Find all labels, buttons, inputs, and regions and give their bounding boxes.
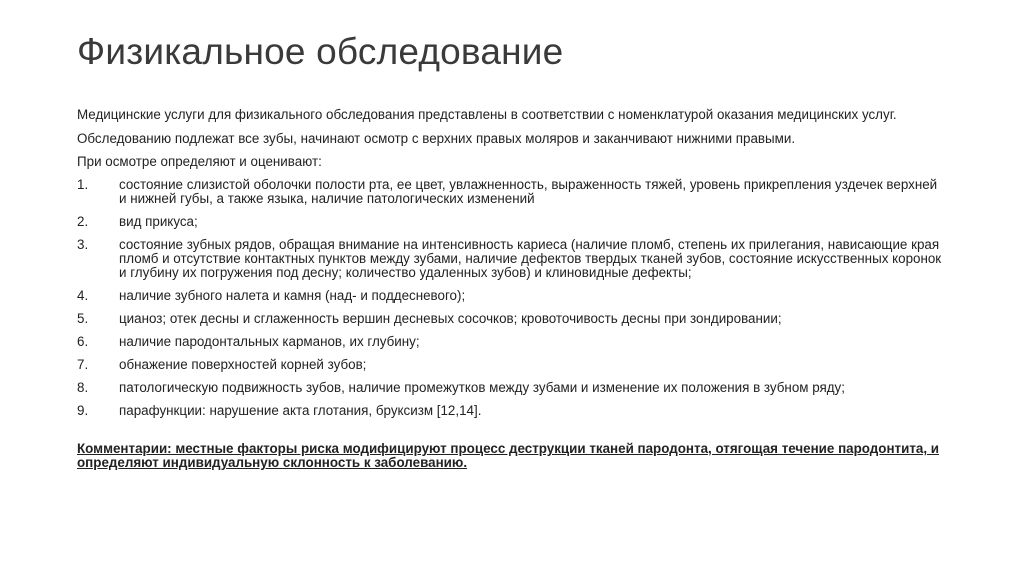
list-item-text: состояние слизистой оболочки полости рта, ее цвет, увлажненность, выраженность тяжей, уровень прикрепления уздечек верхней и нижней губы, а также языка, наличие патологических изменений — [119, 177, 938, 206]
list-item — [77, 289, 947, 303]
list-item-text: цианоз; отек десны и сглаженность вершин десневых сосочков; кровоточивость десны при зондировании; — [119, 311, 782, 326]
slide-title: Физикальное обследование — [77, 31, 564, 72]
list-item-text: вид прикуса; — [119, 214, 198, 229]
list-item — [77, 312, 947, 326]
list-item-text: парафункции: нарушение акта глотания, бруксизм [12,14]. — [119, 403, 482, 418]
list-item-number: 4. — [77, 288, 89, 303]
slide-content — [77, 108, 947, 483]
list-item — [77, 404, 947, 418]
list-item-text: наличие зубного налета и камня (над- и поддесневого); — [119, 288, 466, 303]
list-item — [77, 215, 947, 229]
list-item-text: патологическую подвижность зубов, наличие промежутков между зубами и изменение их положения в зубном ряду; — [119, 380, 845, 395]
list-item-text: состояние зубных рядов, обращая внимание на интенсивность кариеса (наличие пломб, степень их прилегания, нависающие края пломб и отсутствие контактных пунктов между зубами, наличие дефектов твердых тканей зубов, состояние искусственных коронок и глубину их погружения под десну; количество удаленных зубов) и клиновидные дефекты; — [119, 237, 942, 280]
list-item-number: 9. — [77, 403, 89, 418]
list-item-text: обнажение поверхностей корней зубов; — [119, 357, 367, 372]
list-item-number: 1. — [77, 177, 89, 192]
list-item — [77, 381, 947, 395]
list-item-number: 2. — [77, 214, 89, 229]
list-item-text: наличие пародонтальных карманов, их глубину; — [119, 334, 420, 349]
intro-paragraph: Медицинские услуги для физикального обследования представлены в соответствии с номенклатурой оказания медицинских услуг. — [77, 107, 897, 122]
exam-lead-paragraph: При осмотре определяют и оценивают: — [77, 154, 322, 169]
list-item-number: 8. — [77, 380, 89, 395]
list-item-number: 7. — [77, 357, 89, 372]
list-item — [77, 178, 947, 206]
list-item-number: 6. — [77, 334, 89, 349]
list-item-number: 3. — [77, 237, 89, 252]
exam-order-paragraph: Обследованию подлежат все зубы, начинают осмотр с верхних правых моляров и заканчивают нижними правыми. — [77, 131, 796, 146]
list-item-number: 5. — [77, 311, 89, 326]
list-item — [77, 335, 947, 349]
list-item — [77, 238, 947, 280]
comment-note: Комментарии: местные факторы риска модифицируют процесс деструкции тканей пародонта, отягощая течение пародонтита, и определяют индивидуальную склонность к заболеванию. — [77, 441, 940, 470]
exam-list — [77, 178, 947, 418]
list-item — [77, 358, 947, 372]
